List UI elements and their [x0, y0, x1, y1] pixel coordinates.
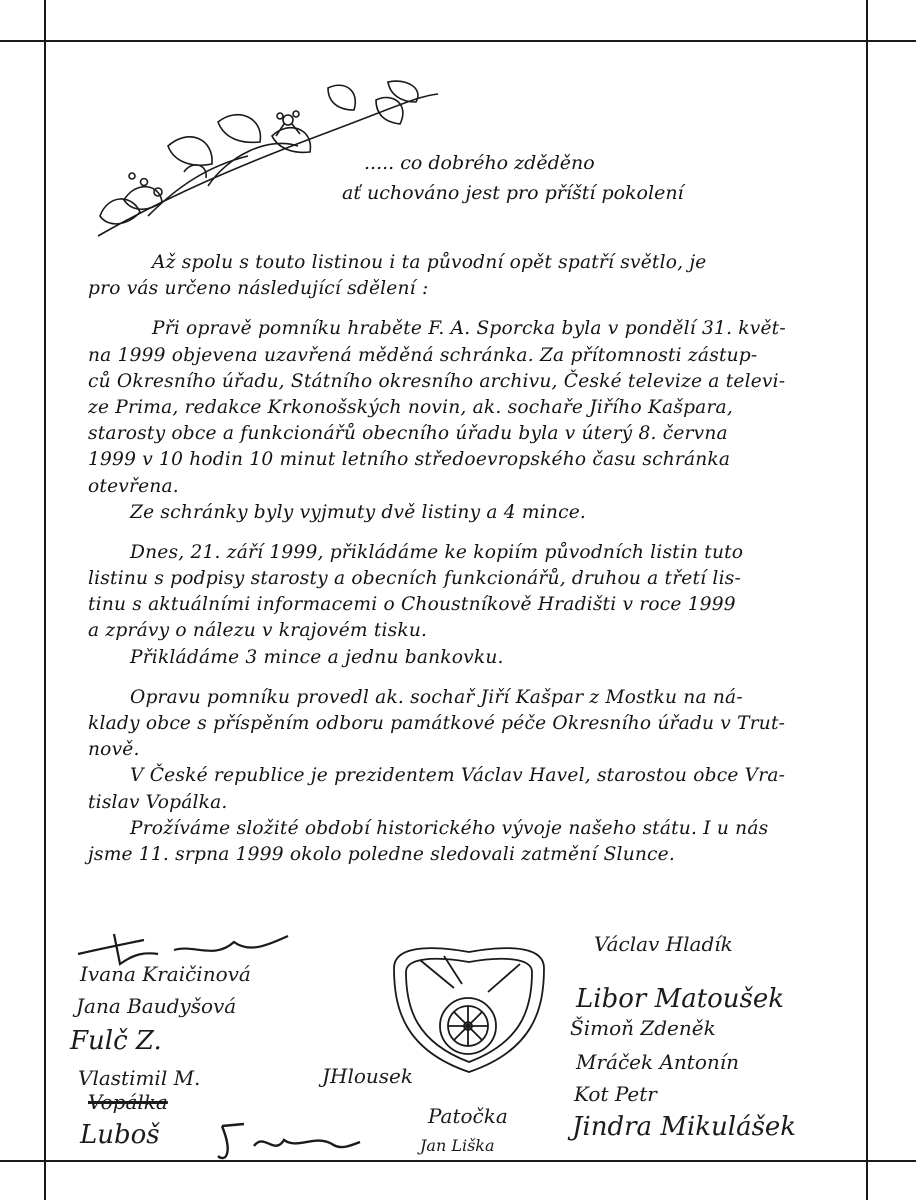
signature-15: Vopálka	[88, 1090, 168, 1114]
body-line: Přikládáme 3 mince a jednu bankovku.	[130, 646, 504, 668]
signature-7: Patočka	[428, 1104, 508, 1128]
body-line: ců Okresního úřadu, Státního okresního archivu, České televize a televi-	[88, 370, 786, 392]
body-line: 1999 v 10 hodin 10 minut letního středoevropského času schránka	[88, 449, 731, 471]
body-line: Při opravě pomníku hraběte F. A. Sporcka byla v pondělí 31. květ-	[152, 318, 786, 340]
heading-line-1: ..... co dobrého zděděno	[364, 152, 595, 174]
letter-body	[88, 250, 828, 868]
paragraph-gap	[88, 302, 828, 316]
body-line: Dnes, 21. září 1999, přikládáme ke kopiím původních listin tuto	[130, 541, 744, 563]
paragraph-gap	[88, 671, 828, 685]
signature-2: Jana Baudyšová	[76, 994, 237, 1018]
body-line: na 1999 objevena uzavřená měděná schránka. Za přítomnosti zástup-	[88, 344, 758, 366]
body-line: starosty obce a funkcionářů obecního úřadu byla v úterý 8. června	[88, 423, 728, 445]
left-border-line	[44, 0, 46, 1200]
body-line: Až spolu s touto listinou i ta původní opět spatří světlo, je	[152, 252, 707, 273]
signature-12: Mráček Antonín	[576, 1050, 740, 1074]
signature-9: Václav Hladík	[594, 932, 733, 956]
body-line: jsme 11. srpna 1999 okolo poledne sledovali zatmění Slunce.	[88, 843, 675, 865]
signature-10: Libor Matoušek	[576, 984, 785, 1014]
heading-line-2: ať uchováno jest pro příští pokolení	[342, 182, 684, 204]
body-line: Opravu pomníku provedl ak. sochař Jiří Kašpar z Mostku na ná-	[130, 686, 743, 708]
signature-5: Luboš	[80, 1120, 160, 1150]
signature-3: Fulč Z.	[70, 1026, 162, 1056]
body-line: tinu s aktuálními informacemi o Choustníkově Hradišti v roce 1999	[88, 594, 736, 616]
right-border-line	[866, 0, 868, 1200]
body-line: pro vás určeno následující sdělení :	[88, 278, 429, 300]
body-line: listinu s podpisy starosty a obecních funkcionářů, druhou a třetí lis-	[88, 568, 741, 590]
bottom-border-line	[0, 1160, 916, 1162]
signature-1: Ivana Kraičinová	[80, 962, 251, 986]
body-line: Prožíváme složité období historického vývoje našeho státu. I u nás	[130, 817, 769, 839]
coat-of-arms-seal	[384, 938, 554, 1078]
signature-6: JHlousek	[322, 1064, 413, 1088]
signature-13: Kot Petr	[574, 1082, 657, 1106]
heading-quote	[342, 148, 834, 208]
signature-8: Jan Liška	[420, 1136, 495, 1155]
signature-stroke-bottom-mid	[214, 1116, 364, 1166]
signature-14: Jindra Mikulášek	[572, 1112, 797, 1142]
body-line: nově.	[88, 739, 140, 761]
body-line: a zprávy o nálezu v krajovém tisku.	[88, 620, 428, 642]
body-line: otevřena.	[88, 475, 179, 497]
paragraph-gap	[88, 526, 828, 540]
signature-11: Šimoň Zdeněk	[570, 1016, 716, 1040]
body-line: V České republice je prezidentem Václav Havel, starostou obce Vra-	[130, 765, 786, 787]
signature-4: Vlastimil M.	[78, 1066, 201, 1090]
top-border-line	[0, 40, 916, 42]
body-line: ze Prima, redakce Krkonošských novin, ak. sochaře Jiřího Kašpara,	[88, 396, 733, 418]
body-line: tislav Vopálka.	[88, 791, 228, 813]
body-line: Ze schránky byly vyjmuty dvě listiny a 4 mince.	[130, 501, 587, 523]
body-line: klady obce s příspěním odboru památkové péče Okresního úřadu v Trut-	[88, 713, 786, 734]
